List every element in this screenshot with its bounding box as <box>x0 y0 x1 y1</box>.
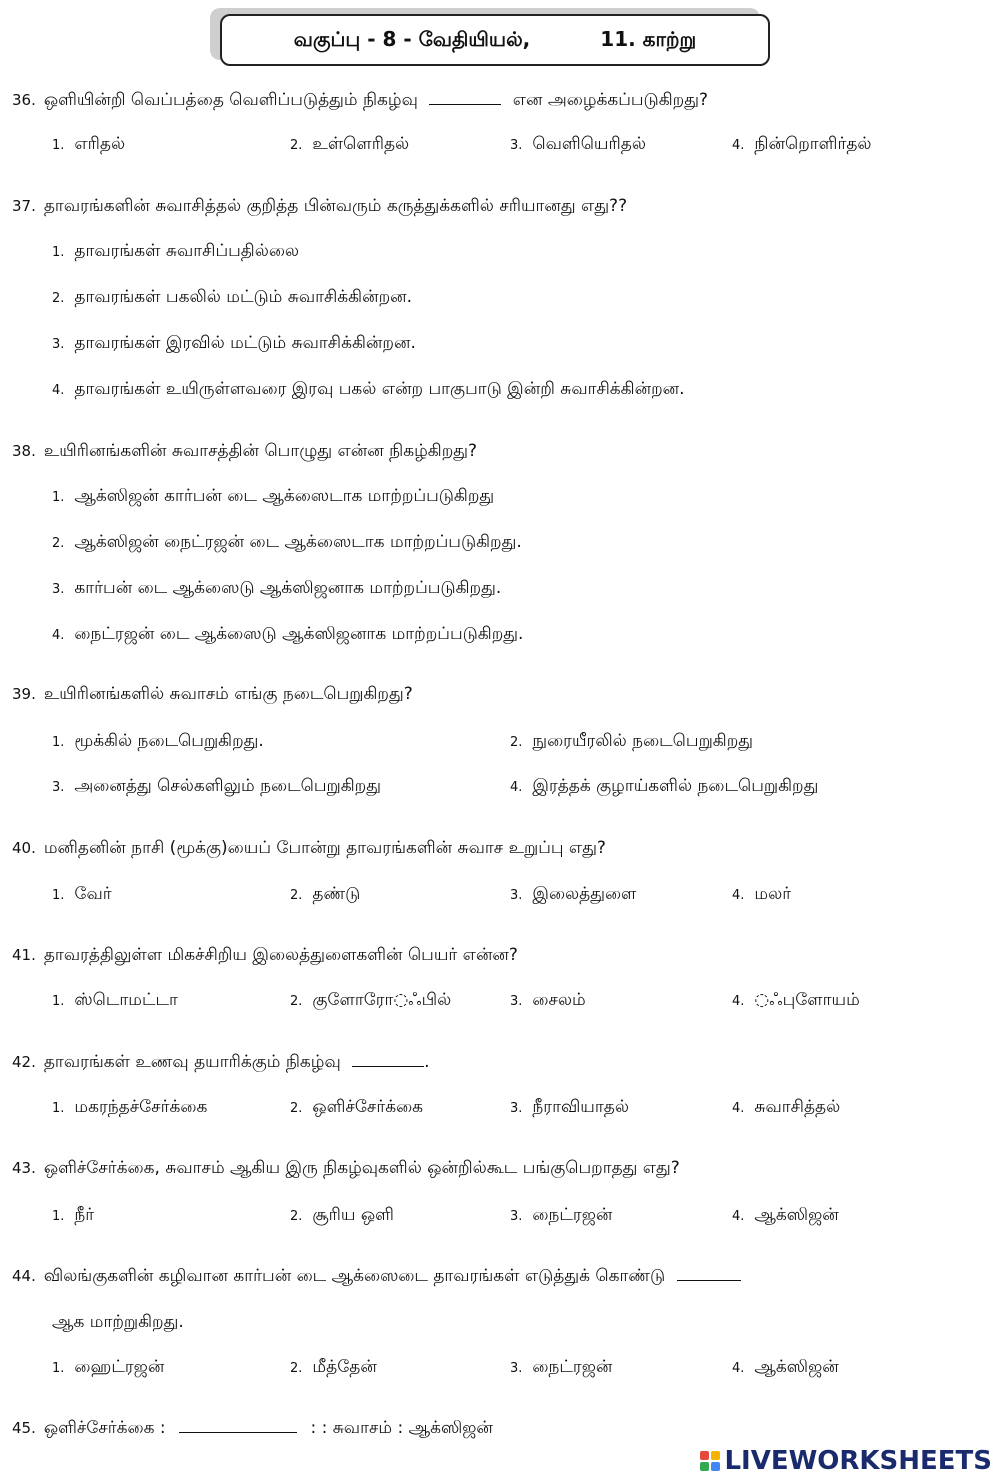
option[interactable]: 1. தாவரங்கள் சுவாசிப்பதில்லை <box>52 241 300 261</box>
option[interactable]: 3. சைலம் <box>510 990 586 1010</box>
option[interactable]: 4. ◌ஃபுளோயம் <box>732 990 860 1010</box>
option[interactable]: 1. எரிதல் <box>52 134 126 154</box>
question-40: 40. மனிதனின் நாசி (மூக்கு)யைப் போன்று தாவரங்களின் சுவாச உறுப்பு எது? <box>12 838 606 858</box>
option[interactable]: 4. ஆக்ஸிஜன் <box>732 1357 839 1377</box>
answer-blank[interactable] <box>429 104 501 105</box>
option[interactable]: 1. ஸ்டொமட்டா <box>52 990 178 1010</box>
option[interactable]: 4. மலர் <box>732 884 792 904</box>
option[interactable]: 4. இரத்தக் குழாய்களில் நடைபெறுகிறது <box>510 776 819 796</box>
question-37: 37. தாவரங்களின் சுவாசித்தல் குறித்த பின்வரும் கருத்துக்களில் சரியானது எது?? <box>12 196 628 216</box>
option[interactable]: 4. ஆக்ஸிஜன் <box>732 1205 839 1225</box>
logo-mark-icon <box>700 1451 720 1471</box>
logo-text: LIVEWORKSHEETS <box>724 1446 992 1476</box>
answer-blank[interactable] <box>352 1066 424 1067</box>
option[interactable]: 3. நீராவியாதல் <box>510 1097 629 1117</box>
option[interactable]: 4. நைட்ரஜன் டை ஆக்ஸைடு ஆக்ஸிஜனாக மாற்றப்படுகிறது. <box>52 624 524 644</box>
option[interactable]: 1. ஆக்ஸிஜன் கார்பன் டை ஆக்ஸைடாக மாற்றப்படுகிறது <box>52 486 495 506</box>
question-44: 44. விலங்குகளின் கழிவான கார்பன் டை ஆக்ஸைடை தாவரங்கள் எடுத்துக் கொண்டு <box>12 1266 741 1288</box>
header-class-subject: வகுப்பு - 8 - வேதியியல், <box>293 26 531 51</box>
question-42: 42. தாவரங்கள் உணவு தயாரிக்கும் நிகழ்வு . <box>12 1052 430 1072</box>
option[interactable]: 1. ஹைட்ரஜன் <box>52 1357 165 1377</box>
answer-blank[interactable] <box>179 1432 297 1433</box>
option[interactable]: 1. மகரந்தச்சேர்க்கை <box>52 1097 208 1117</box>
option[interactable]: 2. உள்ளெரிதல் <box>290 134 410 154</box>
option[interactable]: 3. வெளியெரிதல் <box>510 134 646 154</box>
option[interactable]: 4. நின்றொளிர்தல் <box>732 134 872 154</box>
option[interactable]: 1. மூக்கில் நடைபெறுகிறது. <box>52 731 264 751</box>
question-36: 36. ஒளியின்றி வெப்பத்தை வெளிப்படுத்தும் நிகழ்வு என அழைக்கப்படுகிறது? <box>12 90 708 110</box>
option[interactable]: 2. நுரையீரலில் நடைபெறுகிறது <box>510 731 754 751</box>
option[interactable]: 2. ஒளிச்சேர்க்கை <box>290 1097 424 1117</box>
option[interactable]: 2. குளோரோ◌ஃபில் <box>290 990 452 1010</box>
option[interactable]: 2. ஆக்ஸிஜன் நைட்ரஜன் டை ஆக்ஸைடாக மாற்றப்படுகிறது. <box>52 532 522 552</box>
question-44-continuation: ஆக மாற்றுகிறது. <box>52 1312 184 1332</box>
option[interactable]: 2. மீத்தேன் <box>290 1357 377 1377</box>
answer-blank[interactable] <box>677 1280 741 1281</box>
option[interactable]: 3. அனைத்து செல்களிலும் நடைபெறுகிறது <box>52 776 381 796</box>
liveworksheets-logo <box>700 1446 992 1476</box>
question-45: 45. ஒளிச்சேர்க்கை : : : சுவாசம் : ஆக்ஸிஜன் <box>12 1418 493 1438</box>
question-38: 38. உயிரினங்களின் சுவாசத்தின் பொழுது என்ன நிகழ்கிறது? <box>12 441 478 461</box>
header-box <box>220 14 770 66</box>
question-41: 41. தாவரத்திலுள்ள மிகச்சிறிய இலைத்துளைகளின் பெயர் என்ன? <box>12 945 518 965</box>
option[interactable]: 4. சுவாசித்தல் <box>732 1097 841 1117</box>
option[interactable]: 3. இலைத்துளை <box>510 884 637 904</box>
option[interactable]: 2. தண்டு <box>290 884 361 904</box>
option[interactable]: 3. நைட்ரஜன் <box>510 1205 613 1225</box>
option[interactable]: 1. வேர் <box>52 884 112 904</box>
question-39: 39. உயிரினங்களில் சுவாசம் எங்கு நடைபெறுகிறது? <box>12 684 413 704</box>
option[interactable]: 3. கார்பன் டை ஆக்ஸைடு ஆக்ஸிஜனாக மாற்றப்படுகிறது. <box>52 578 502 598</box>
option[interactable]: 2. தாவரங்கள் பகலில் மட்டும் சுவாசிக்கின்றன. <box>52 287 413 307</box>
option[interactable]: 4. தாவரங்கள் உயிருள்ளவரை இரவு பகல் என்ற பாகுபாடு இன்றி சுவாசிக்கின்றன. <box>52 379 685 399</box>
option[interactable]: 3. நைட்ரஜன் <box>510 1357 613 1377</box>
header-lesson-title: 11. காற்று <box>600 26 697 51</box>
option[interactable]: 1. நீர் <box>52 1205 95 1225</box>
option[interactable]: 2. சூரிய ஒளி <box>290 1205 394 1225</box>
question-43: 43. ஒளிச்சேர்க்கை, சுவாசம் ஆகிய இரு நிகழ்வுகளில் ஒன்றில்கூட பங்குபெறாதது எது? <box>12 1158 680 1178</box>
option[interactable]: 3. தாவரங்கள் இரவில் மட்டும் சுவாசிக்கின்றன. <box>52 333 416 353</box>
